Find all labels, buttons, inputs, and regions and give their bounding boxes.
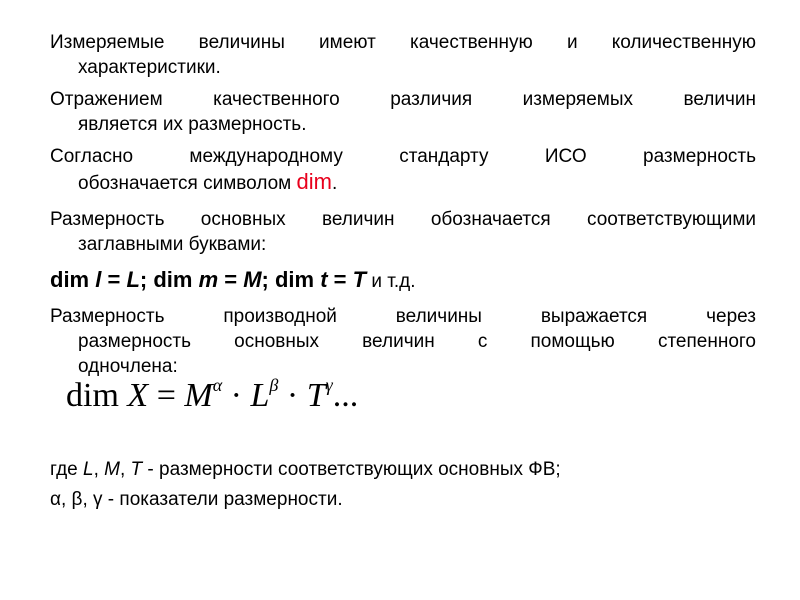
formula-text: =	[218, 267, 244, 292]
note-text: где	[50, 459, 84, 480]
dimension-equation	[66, 375, 358, 415]
paragraph-line: размерность основных величин с помощью степенного	[78, 331, 756, 352]
equation-text: ·	[222, 377, 251, 414]
paragraph-line: заглавными буквами:	[78, 234, 267, 255]
paragraph-line: Размерность основных величин обозначается соответствующими	[50, 209, 756, 230]
paragraph-line: Размерность производной величины выражается через	[50, 306, 756, 327]
equation-exponent: γ	[325, 375, 333, 395]
formula-text: =	[101, 267, 127, 292]
formula-text: ; dim	[261, 267, 321, 292]
formula-text: =	[327, 267, 353, 292]
formula-var: L	[126, 267, 140, 292]
paragraph-basic-dimensions	[50, 207, 756, 257]
note-text: - размерности соответствующих основных ФВ;	[142, 459, 561, 480]
equation-var: X	[127, 377, 149, 414]
formula-var: M	[243, 267, 262, 292]
paragraph-qualitative-difference	[50, 87, 756, 137]
paragraph-iso-standard	[50, 144, 756, 196]
equation-text: ·	[278, 377, 307, 414]
dim-symbol: dim	[296, 169, 332, 194]
paragraph-line: характеристики.	[78, 57, 221, 78]
equation-operator: dim	[66, 377, 119, 414]
note-exponents: α, β, γ - показатели размерности.	[50, 489, 343, 510]
formula-text: dim	[50, 267, 96, 292]
formula-var: m	[198, 267, 219, 292]
note-var: M	[104, 459, 120, 480]
paragraph-line: является их размерность.	[78, 114, 307, 135]
paragraph-derived-dimension	[50, 304, 756, 379]
equation-var: T	[306, 377, 326, 414]
paragraph-line: Отражением качественного различия измеряемых величин	[50, 89, 756, 110]
note-var: L	[83, 459, 94, 480]
text-fragment: обозначается символом	[78, 173, 297, 194]
paragraph-line	[50, 169, 756, 196]
formula-text: ; dim	[139, 267, 199, 292]
equation-exponent: β	[269, 375, 279, 395]
equation-var: L	[250, 377, 270, 414]
note-text: ,	[93, 459, 105, 480]
formula-var: T	[352, 267, 367, 292]
basic-dimensions-formula	[50, 267, 415, 293]
paragraph-line: одночлена:	[78, 356, 178, 377]
formula-text: и т.д.	[366, 271, 416, 292]
paragraph-measured-quantities	[50, 30, 756, 80]
paragraph-line: Согласно международному стандарту ИСО размерность	[50, 146, 756, 167]
equation-text: =	[148, 377, 185, 414]
equation-text: ...	[332, 377, 359, 414]
formula-var: l	[95, 267, 102, 292]
formula-var: t	[320, 267, 328, 292]
note-var: T	[130, 459, 143, 480]
equation-exponent: α	[212, 375, 223, 395]
paragraph-line: Измеряемые величины имеют качественную и количественную	[50, 32, 756, 53]
note-text: ,	[119, 459, 131, 480]
equation-var: M	[184, 377, 213, 414]
text-fragment: .	[331, 173, 338, 194]
note-dimensions	[50, 457, 561, 482]
